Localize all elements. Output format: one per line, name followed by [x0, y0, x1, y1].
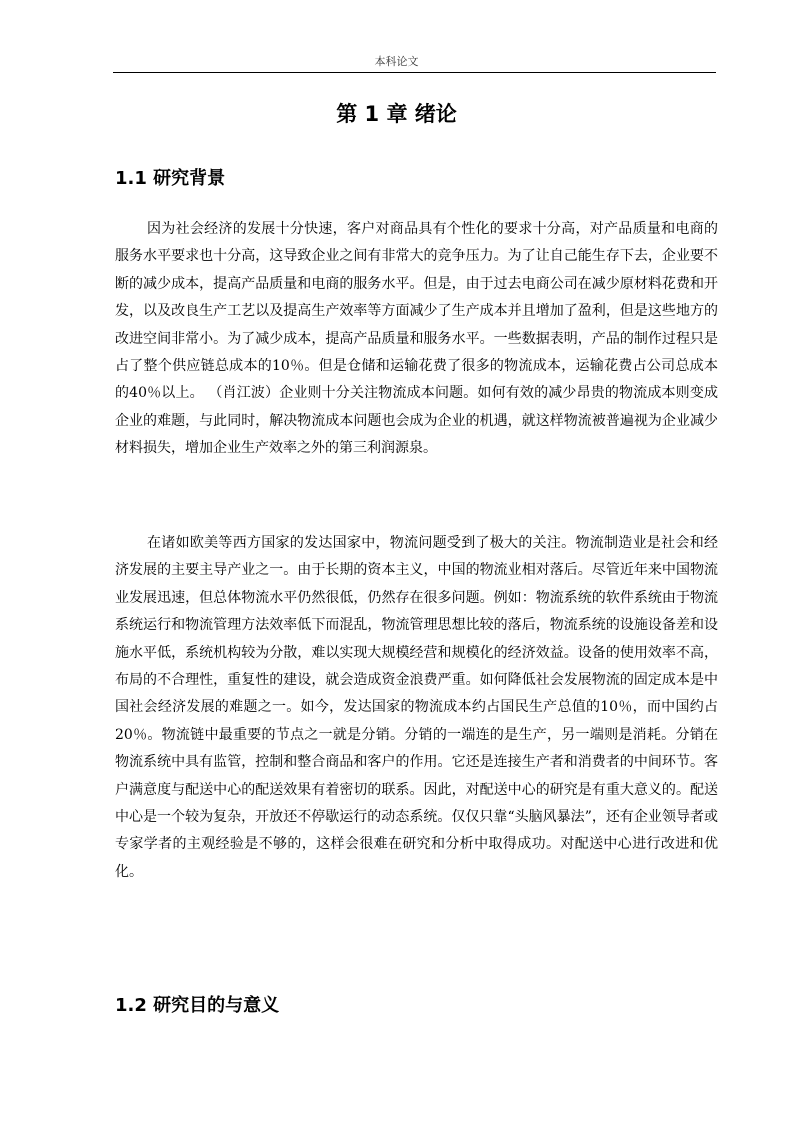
- header-rule: [113, 72, 716, 73]
- section-heading-1-2: 1.2 研究目的与意义: [115, 995, 280, 1016]
- paragraph-background-1: 因为社会经济的发展十分快速，客户对商品具有个性化的要求十分高，对产品质量和电商的服务水平要求也十分高，这导致企业之间有非常大的竞争压力。为了让自己能生存下去，企业要不断的减少成本，提高产品质量和电商的服务水平。但是，由于过去电商公司在减少原材料花费和开发，以及改良生产工艺以及提高生产效率等方面减少了生产成本并且增加了盈利，但是这些地方的改进空间非常小。为了减少成本，提高产品质量和服务水平。一些数据表明，产品的制作过程只是占了整个供应链总成本的10％。但是仓储和运输花费了很多的物流成本，运输花费占公司总成本的40％以上。 （肖江波）企业则十分关注物流成本问题。如何有效的减少昂贵的物流成本则变成企业的难题，与此同时，解决物流成本问题也会成为企业的机遇，就这样物流被普遍视为企业减少材料损失，增加企业生产效率之外的第三利润源泉。: [115, 221, 718, 457]
- chapter-title: 第 1 章 绪论: [336, 102, 457, 126]
- page-header: 本科论文: [374, 55, 419, 68]
- paragraph-background-2: 在诸如欧美等西方国家的发达国家中，物流问题受到了极大的关注。物流制造业是社会和经济发展的主要主导产业之一。由于长期的资本主义，中国的物流业相对落后。尽管近年来中国物流业发展迅速，但总体物流水平仍然很低，仍然存在很多问题。例如：物流系统的软件系统由于物流系统运行和物流管理方法效率低下而混乱，物流管理思想比较的落后，物流系统的设施设备差和设施水平低，系统机构较为分散，难以实现大规模经营和规模化的经济效益。设备的使用效率不高，布局的不合理性，重复性的建设，就会造成资金浪费严重。如何降低社会发展物流的固定成本是中国社会经济发展的难题之一。如今，发达国家的物流成本约占国民生产总值的10％，而中国约占20％。物流链中最重要的节点之一就是分销。分销的一端连的是生产，另一端则是消耗。分销在物流系统中具有监管，控制和整合商品和客户的作用。它还是连接生产者和消费者的中间环节。客户满意度与配送中心的配送效果有着密切的联系。因此，对配送中心的研究是有重大意义的。配送中心是一个较为复杂，开放还不停歇运行的动态系统。仅仅只靠“头脑风暴法”，还有企业领导者或专家学者的主观经验是不够的，这样会很难在研究和分析中取得成功。对配送中心进行改进和优化。: [115, 535, 718, 880]
- section-heading-1-1: 1.1 研究背景: [115, 168, 226, 189]
